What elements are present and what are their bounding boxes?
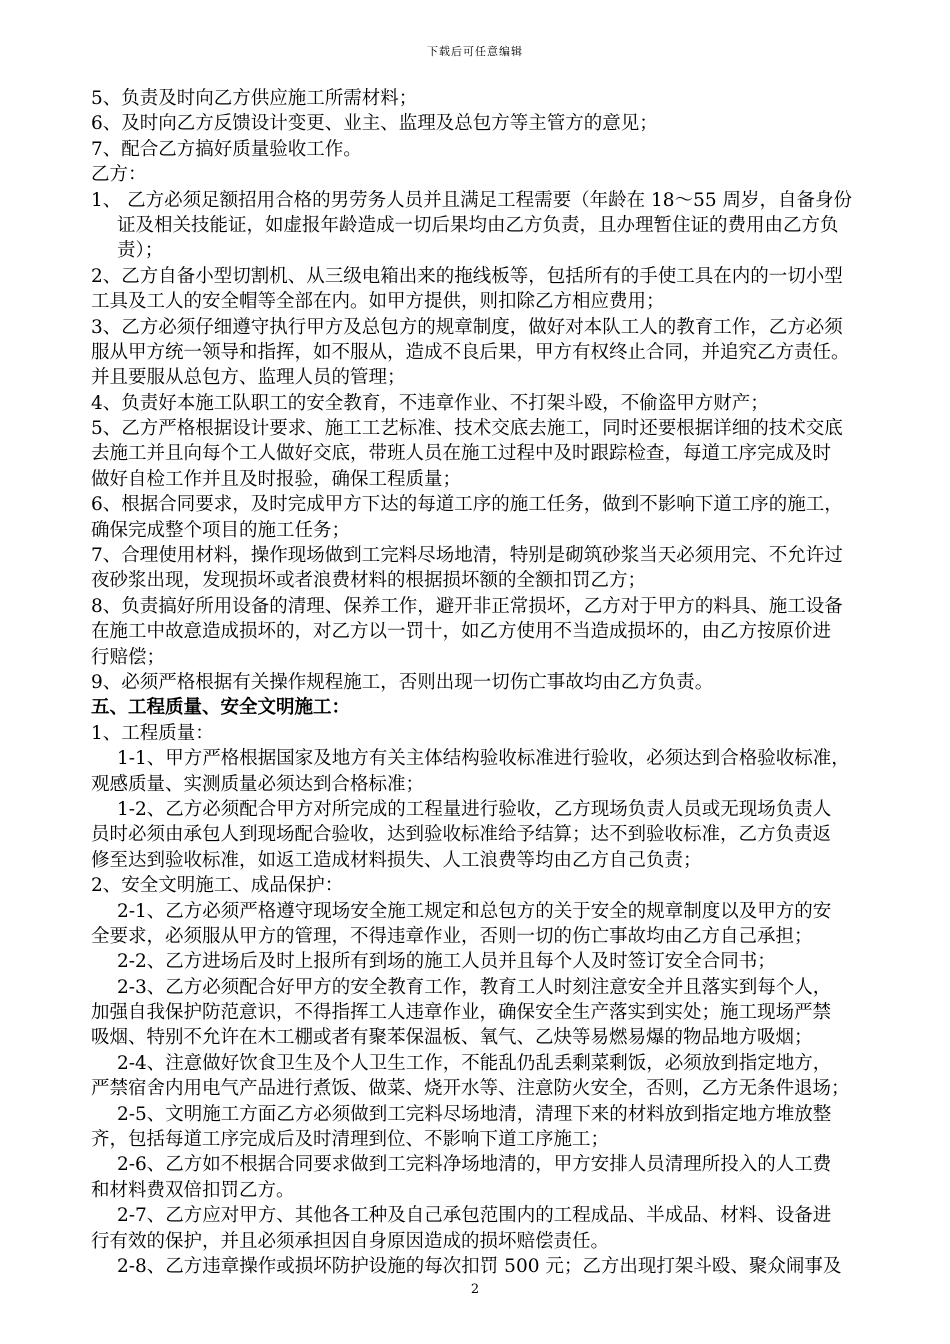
text-line: 并且要服从总包方、监理人员的管理； xyxy=(91,367,406,389)
text-line: 2-2、乙方进场后及时上报所有到场的施工人员并且每个人及时签订安全合同书； xyxy=(117,951,776,973)
document-body xyxy=(91,86,881,1279)
text-line: 夜砂浆出现，发现损坏或者浪费材料的根据损坏额的全额扣罚乙方； xyxy=(91,570,647,592)
text-line: 8、负责搞好所用设备的清理、保养工作，避开非正常损坏，乙方对于甲方的料具、施工设备 xyxy=(91,595,843,617)
text-line: 7、配合乙方搞好质量验收工作。 xyxy=(91,138,362,160)
text-line: 行有效的保护，并且必须承担因自身原因造成的损坏赔偿责任。 xyxy=(91,1230,610,1252)
text-line: 严禁宿舍内用电气产品进行煮饭、做菜、烧开水等、注意防火安全，否则，乙方无条件退场； xyxy=(91,1078,850,1100)
text-line: 修至达到验收标准，如返工造成材料损失、人工浪费等均由乙方自己负责； xyxy=(91,849,702,871)
text-line: 2-1、乙方必须严格遵守现场安全施工规定和总包方的关于安全的规章制度以及甲方的安 xyxy=(117,900,832,922)
text-line: 责）； xyxy=(117,240,164,262)
text-line: 2-3、乙方必须配合好甲方的安全教育工作，教育工人时刻注意安全并且落实到每个人， xyxy=(117,976,832,998)
text-line: 3、乙方必须仔细遵守执行甲方及总包方的规章制度，做好对本队工人的教育工作，乙方必须 xyxy=(91,316,843,338)
text-line: 2、安全文明施工、成品保护： xyxy=(91,875,344,897)
page-number: 2 xyxy=(470,1282,480,1297)
text-line: 加强自我保护防范意识，不得指挥工人违章作业，确保安全生产落实到实处；施工现场严禁 xyxy=(91,1002,832,1024)
text-line: 2-7、乙方应对甲方、其他各工种及自己承包范围内的工程成品、半成品、材料、设备进 xyxy=(117,1205,832,1227)
text-line: 证及相关技能证，如虚报年龄造成一切后果均由乙方负责，且办理暂住证的费用由乙方负 xyxy=(117,214,839,236)
text-line: 9、必须严格根据有关操作规程施工，否则出现一切伤亡事故均由乙方负责。 xyxy=(91,671,714,693)
text-line: 1-2、乙方必须配合甲方对所完成的工程量进行验收，乙方现场负责人员或无现场负责人 xyxy=(117,798,832,820)
text-line: 工具及工人的安全帽等全部在内。如甲方提供，则扣除乙方相应费用； xyxy=(91,291,665,313)
text-line: 员时必须由承包人到现场配合验收，达到验收标准给予结算；达不到验收标准，乙方负责返 xyxy=(91,824,832,846)
text-line: 全要求，必须服从甲方的管理，不得违章作业，否则一切的伤亡事故均由乙方自己承担； xyxy=(91,925,813,947)
text-line: 做好自检工作并且及时报验，确保工程质量； xyxy=(91,468,462,490)
section-heading: 五、工程质量、安全文明施工： xyxy=(91,697,351,719)
text-line: 确保完成整个项目的施工任务； xyxy=(91,519,351,541)
text-line: 2、乙方自备小型切割机、从三级电箱出来的拖线板等，包括所有的手使工具在内的一切小型 xyxy=(91,265,843,287)
text-line: 吸烟、特别不允许在木工棚或者有聚苯保温板、氧气、乙炔等易燃易爆的物品地方吸烟； xyxy=(91,1027,813,1049)
text-line: 服从甲方统一领导和指挥，如不服从，造成不良后果，甲方有权终止合同，并追究乙方责任。 xyxy=(91,341,850,363)
text-line: 齐，包括每道工序完成后及时清理到位、不影响下道工序施工； xyxy=(91,1129,610,1151)
text-line: 2-4、注意做好饮食卫生及个人卫生工作，不能乱仍乱丢剩菜剩饭，必须放到指定地方， xyxy=(117,1052,832,1074)
text-line: 2-6、乙方如不根据合同要求做到工完料净场地清的，甲方安排人员清理所投入的人工费 xyxy=(117,1154,832,1176)
text-line: 6、根据合同要求，及时完成甲方下达的每道工序的施工任务，做到不影响下道工序的施工， xyxy=(91,494,843,516)
text-line: 行赔偿； xyxy=(91,646,166,668)
text-line: 2-8、乙方违章操作或损坏防护设施的每次扣罚 500 元；乙方出现打架斗殴、聚众闹事及 xyxy=(117,1255,842,1277)
text-line: 乙方： xyxy=(91,164,147,186)
text-line: 1、 乙方必须足额招用合格的男劳务人员并且满足工程需要（年龄在 18～55 周岁，自备身份 xyxy=(91,189,852,211)
page-header: 下载后可任意编辑 xyxy=(427,45,523,58)
text-line: 去施工并且向每个工人做好交底，带班人员在施工过程中及时跟踪检查，每道工序完成及时 xyxy=(91,443,832,465)
text-line: 观感质量、实测质量必须达到合格标准； xyxy=(91,773,425,795)
text-line: 5、负责及时向乙方供应施工所需材料； xyxy=(91,88,418,109)
text-line: 1、工程质量： xyxy=(91,722,214,744)
text-line: 7、合理使用材料，操作现场做到工完料尽场地清，特别是砌筑砂浆当天必须用完、不允许过 xyxy=(91,545,843,567)
text-line: 4、负责好本施工队职工的安全教育，不违章作业、不打架斗殴，不偷盗甲方财产； xyxy=(91,392,769,414)
text-line: 6、及时向乙方反馈设计变更、业主、监理及总包方等主管方的意见； xyxy=(91,113,658,135)
text-line: 和材料费双倍扣罚乙方。 xyxy=(91,1179,295,1201)
text-line: 在施工中故意造成损坏的，对乙方以一罚十，如乙方使用不当造成损坏的，由乙方按原价进 xyxy=(91,621,832,643)
text-line: 1-1、甲方严格根据国家及地方有关主体结构验收标准进行验收，必须达到合格验收标准， xyxy=(117,748,850,770)
text-line: 2-5、文明施工方面乙方必须做到工完料尽场地清，清理下来的材料放到指定地方堆放整 xyxy=(117,1103,832,1125)
text-line: 5、乙方严格根据设计要求、施工工艺标准、技术交底去施工，同时还要根据详细的技术交底 xyxy=(91,418,843,440)
